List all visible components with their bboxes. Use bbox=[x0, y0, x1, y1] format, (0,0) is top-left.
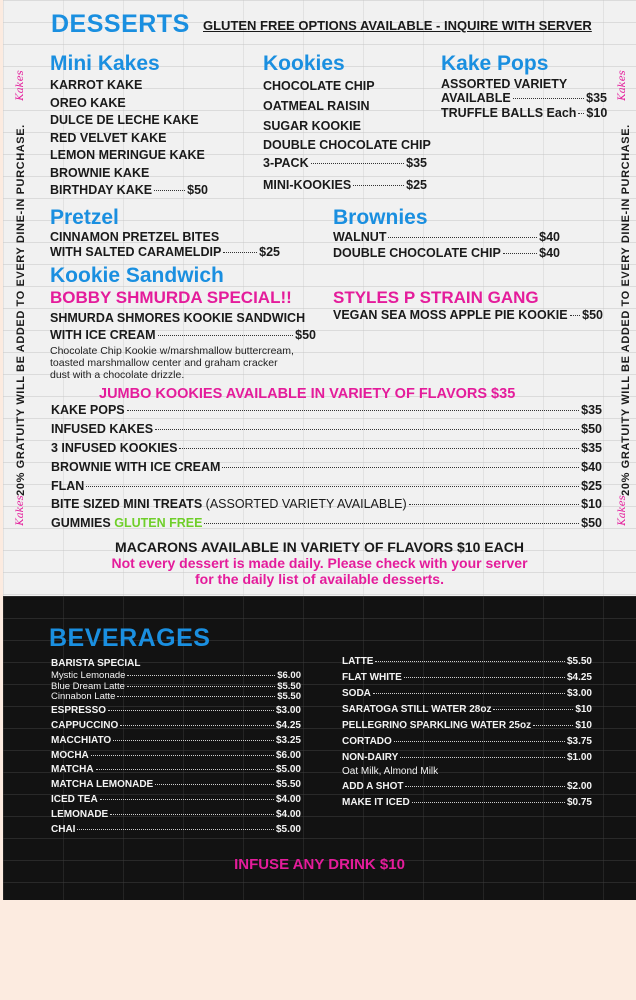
macarons-note: MACARONS AVAILABLE IN VARIETY OF FLAVORS $10 EACH bbox=[115, 539, 524, 555]
list-item: LATTE $5.50 bbox=[342, 656, 592, 667]
list-item: Mystic Lemonade $6.00 bbox=[51, 670, 301, 681]
section-title: Mini Kakes bbox=[50, 52, 160, 75]
desserts-title: DESSERTS bbox=[51, 10, 190, 38]
list-item: INFUSED KAKES $50 bbox=[51, 421, 602, 436]
list-item: Blue Dream Latte $5.50 bbox=[51, 680, 301, 692]
list-item: KAKE POPS $35 bbox=[51, 403, 602, 417]
menu-item: 3-PACK $35 bbox=[263, 156, 427, 171]
list-item: CAPPUCCINO $4.25 bbox=[51, 719, 301, 731]
kookies-section bbox=[263, 52, 433, 199]
menu-item: WITH SALTED CARAMELDIP $25 bbox=[50, 245, 280, 259]
beverages-panel bbox=[3, 596, 636, 900]
pretzel-section bbox=[50, 206, 280, 262]
beverages-title: BEVERAGES bbox=[49, 624, 211, 652]
styles-p-section bbox=[333, 288, 603, 328]
list-item: LEMONADE $4.00 bbox=[51, 808, 301, 820]
menu-item: KARROT KAKE bbox=[50, 78, 143, 92]
item-description: Chocolate Chip Kookie w/marshmallow buttercream, toasted marshmallow center and graham cracker dust with a chocolate drizzle. bbox=[50, 345, 294, 381]
section-title: Kookies bbox=[263, 52, 345, 75]
list-item: CORTADO $3.75 bbox=[342, 736, 592, 747]
list-item: Cinnabon Latte $5.50 bbox=[51, 691, 301, 703]
list-item: NON-DAIRY $1.00 bbox=[342, 752, 592, 763]
kakes-logo: Kakes bbox=[14, 70, 26, 101]
list-item: SARATOGA STILL WATER 28oz $10 bbox=[342, 704, 592, 715]
brownies-section bbox=[333, 206, 560, 264]
list-item: MAKE IT ICED $0.75 bbox=[342, 797, 592, 808]
menu-item: OATMEAL RAISIN bbox=[263, 98, 370, 113]
list-item: 3 INFUSED KOOKIES $35 bbox=[51, 440, 602, 455]
barista-special-title: BARISTA SPECIAL bbox=[51, 658, 141, 669]
list-item: FLAT WHITE $4.25 bbox=[342, 672, 592, 683]
non-dairy-options: Oat Milk, Almond Milk bbox=[342, 766, 439, 777]
list-item: MACCHIATO $3.25 bbox=[51, 734, 301, 746]
menu-item: WALNUT $40 bbox=[333, 230, 560, 244]
list-item: MOCHA $6.00 bbox=[51, 749, 301, 761]
section-title: Brownies bbox=[333, 206, 428, 229]
menu-item: SUGAR KOOKIE bbox=[263, 118, 361, 133]
menu-item: BIRTHDAY KAKE $50 bbox=[50, 182, 208, 197]
kakes-logo: Kakes bbox=[14, 495, 26, 526]
menu-item: WITH ICE CREAM $50 bbox=[50, 328, 316, 342]
desserts-panel bbox=[3, 0, 636, 596]
list-item: CHAI $5.00 bbox=[51, 823, 301, 835]
menu-item: VEGAN SEA MOSS APPLE PIE KOOKIE $50 bbox=[333, 308, 603, 322]
menu-item: AVAILABLE $35 bbox=[441, 91, 607, 105]
kake-pops-section bbox=[441, 52, 607, 122]
menu-item: LEMON MERINGUE KAKE bbox=[50, 148, 205, 163]
list-item: MATCHA $5.00 bbox=[51, 764, 301, 776]
menu-item: CINNAMON PRETZEL BITES bbox=[50, 230, 220, 244]
list-item: ESPRESSO $3.00 bbox=[51, 705, 301, 717]
beverages-right-column bbox=[342, 656, 592, 813]
menu-item: TRUFFLE BALLS Each $10 bbox=[441, 106, 608, 120]
section-title: Kookie Sandwich bbox=[50, 264, 224, 287]
beverages-left-column bbox=[51, 658, 301, 838]
mini-kakes-section bbox=[50, 52, 215, 200]
list-item: FLAN $25 bbox=[51, 478, 602, 493]
menu-item: MINI-KOOKIES $25 bbox=[263, 177, 427, 192]
menu-item: OREO KAKE bbox=[50, 95, 126, 110]
list-item: MATCHA LEMONADE $5.50 bbox=[51, 779, 301, 791]
menu-item: DULCE DE LECHE KAKE bbox=[50, 113, 199, 128]
list-item: BROWNIE WITH ICE CREAM $40 bbox=[51, 459, 602, 474]
infuse-drink-banner: INFUSE ANY DRINK $10 bbox=[234, 856, 405, 873]
menu-item: RED VELVET KAKE bbox=[50, 130, 167, 145]
list-item: GUMMIES GLUTEN FREE $50 bbox=[51, 516, 602, 531]
desserts-price-list bbox=[51, 403, 602, 535]
jumbo-kookies-banner: JUMBO KOOKIES AVAILABLE IN VARIETY OF FLAVORS $35 bbox=[99, 386, 516, 402]
section-title: Kake Pops bbox=[441, 52, 549, 75]
list-item: BITE SIZED MINI TREATS (ASSORTED VARIETY AVAILABLE) $10 bbox=[51, 497, 602, 512]
menu-item: CHOCOLATE CHIP bbox=[263, 79, 375, 93]
list-item: SODA $3.00 bbox=[342, 688, 592, 699]
gratuity-note-right: 20% GRATUITY WILL BE ADDED TO EVERY DINE-IN PURCHASE. bbox=[620, 124, 632, 496]
list-item: ICED TEA $4.00 bbox=[51, 793, 301, 805]
menu-item: SHMURDA SHMORES KOOKIE SANDWICH bbox=[50, 311, 306, 325]
menu-item: DOUBLE CHOCOLATE CHIP $40 bbox=[333, 246, 560, 260]
kakes-logo: Kakes bbox=[616, 70, 628, 101]
list-item: PELLEGRINO SPARKLING WATER 25oz $10 bbox=[342, 720, 592, 731]
list-item: ADD A SHOT $2.00 bbox=[342, 781, 592, 792]
menu-item: BROWNIE KAKE bbox=[50, 165, 150, 180]
special-title: BOBBY SHMURDA SPECIAL!! bbox=[50, 288, 292, 307]
section-title: Pretzel bbox=[50, 206, 119, 229]
special-title: STYLES P STRAIN GANG bbox=[333, 288, 539, 307]
kookie-sandwich-section bbox=[50, 264, 320, 381]
gratuity-note-left: 20% GRATUITY WILL BE ADDED TO EVERY DINE-IN PURCHASE. bbox=[15, 124, 27, 496]
kakes-logo: Kakes bbox=[616, 495, 628, 526]
menu-item: ASSORTED VARIETY bbox=[441, 77, 568, 91]
availability-notice: Not every dessert is made daily. Please check with your server for the daily list of available desserts. bbox=[111, 555, 528, 587]
gluten-free-note: GLUTEN FREE OPTIONS AVAILABLE - INQUIRE WITH SERVER bbox=[203, 18, 592, 33]
menu-item: DOUBLE CHOCOLATE CHIP bbox=[263, 138, 431, 153]
